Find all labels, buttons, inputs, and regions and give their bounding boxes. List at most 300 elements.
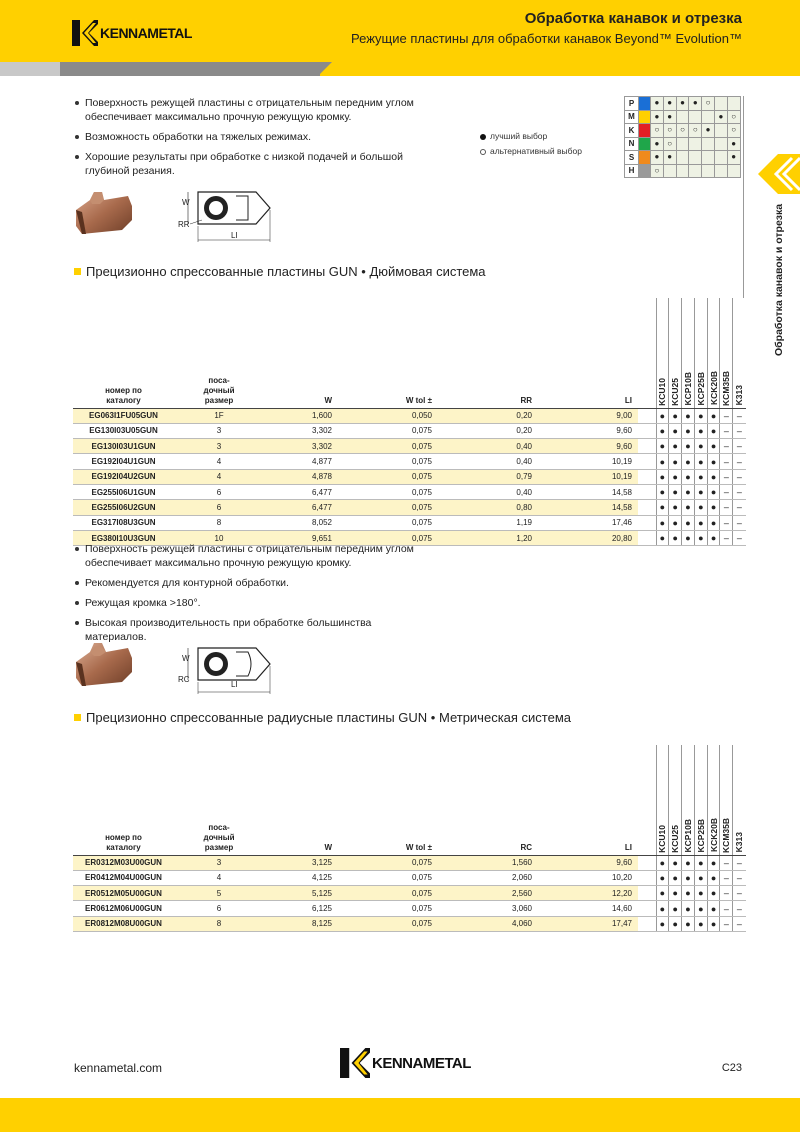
material-color-swatch xyxy=(639,151,651,165)
cell-li: 17,47 xyxy=(538,916,638,931)
grade-mark: ● xyxy=(707,439,720,454)
material-grade-mark xyxy=(714,164,727,178)
cell-code: ER0312M03U00GUN xyxy=(73,855,174,870)
material-grade-mark xyxy=(702,137,715,151)
page-number: C23 xyxy=(721,1062,742,1074)
kennametal-k-icon xyxy=(72,20,98,46)
cell-size: 4 xyxy=(174,870,264,885)
material-grade-mark xyxy=(676,110,689,124)
cell-size: 6 xyxy=(174,901,264,916)
material-row xyxy=(625,124,741,138)
grade-mark: – xyxy=(720,484,733,499)
grade-mark: – xyxy=(733,530,746,545)
cell-w: 5,125 xyxy=(264,886,338,901)
grade-mark: ● xyxy=(656,469,669,484)
grade-mark: ● xyxy=(694,870,707,885)
material-color-swatch xyxy=(639,124,651,138)
section1-bullets xyxy=(74,96,414,184)
bullet-item: Возможность обработки на тяжелых режимах. xyxy=(74,130,414,144)
section1-title xyxy=(74,264,486,279)
col-header-wtol: W tol ± xyxy=(338,298,438,408)
cell-li: 9,60 xyxy=(538,855,638,870)
cell-size: 1F xyxy=(174,408,264,423)
cell-size: 8 xyxy=(174,916,264,931)
bullet-item: Режущая кромка >180°. xyxy=(74,596,414,610)
material-label: H xyxy=(625,164,639,178)
grade-mark: ● xyxy=(707,870,720,885)
brand-name: KENNAMETAL xyxy=(100,25,192,41)
cell-code: EG130I03U05GUN xyxy=(73,423,174,438)
material-label: K xyxy=(625,124,639,138)
cell-li: 10,19 xyxy=(538,469,638,484)
grade-mark: – xyxy=(720,901,733,916)
grade-mark: ● xyxy=(707,886,720,901)
cell-li: 17,46 xyxy=(538,515,638,530)
legend xyxy=(480,129,582,159)
grade-mark: ● xyxy=(694,886,707,901)
cell-wtol: 0,075 xyxy=(338,870,438,885)
cell-r: 0,20 xyxy=(438,408,538,423)
material-grade-mark: ● xyxy=(727,137,740,151)
material-color-swatch xyxy=(639,164,651,178)
dim-label-rc: RC xyxy=(178,675,190,684)
grade-mark: – xyxy=(733,484,746,499)
cell-r: 4,060 xyxy=(438,916,538,931)
col-header-size: поса- дочный размер xyxy=(174,298,264,408)
insert-dimension-diagram-1 xyxy=(176,188,276,244)
material-grade-mark xyxy=(714,151,727,165)
cell-w: 3,302 xyxy=(264,423,338,438)
cell-li: 9,60 xyxy=(538,439,638,454)
material-grade-mark xyxy=(714,137,727,151)
material-grade-mark xyxy=(663,164,676,178)
cell-code: EG317I08U3GUN xyxy=(73,515,174,530)
grade-mark: ● xyxy=(669,886,682,901)
cell-li: 9,00 xyxy=(538,408,638,423)
grade-mark: ● xyxy=(682,901,695,916)
grade-mark: ● xyxy=(669,870,682,885)
section1-title-text: Прецизионно спрессованные пластины GUN • Дюймовая система xyxy=(86,264,486,279)
footer-bar xyxy=(0,1098,800,1132)
cell-wtol: 0,075 xyxy=(338,454,438,469)
grade-mark: ● xyxy=(694,855,707,870)
cell-w: 4,878 xyxy=(264,469,338,484)
cell-li: 10,20 xyxy=(538,870,638,885)
material-grade-mark: ○ xyxy=(663,137,676,151)
col-header-code: номер по каталогу xyxy=(73,298,174,408)
grade-header: K313 xyxy=(733,745,746,855)
grade-mark: – xyxy=(733,500,746,515)
footer-logo xyxy=(340,1048,471,1078)
cell-w: 9,651 xyxy=(264,530,338,545)
grade-mark: – xyxy=(720,855,733,870)
cell-code: ER0812M08U00GUN xyxy=(73,916,174,931)
dim-label-li: LI xyxy=(231,231,238,240)
grade-mark: ● xyxy=(656,886,669,901)
grade-mark: ● xyxy=(694,901,707,916)
cell-code: EG255I06U2GUN xyxy=(73,500,174,515)
grade-mark: ● xyxy=(656,454,669,469)
grade-mark: – xyxy=(733,901,746,916)
cell-r: 2,060 xyxy=(438,870,538,885)
grade-mark: – xyxy=(720,423,733,438)
grade-mark: ● xyxy=(682,423,695,438)
cell-size: 4 xyxy=(174,469,264,484)
material-row xyxy=(625,97,741,111)
cell-r: 0,40 xyxy=(438,454,538,469)
grade-mark: ● xyxy=(707,530,720,545)
grade-mark: ● xyxy=(707,901,720,916)
grade-mark: – xyxy=(733,439,746,454)
col-header-size: поса- дочный размер xyxy=(174,745,264,855)
grade-mark: ● xyxy=(694,484,707,499)
material-grade-mark xyxy=(676,151,689,165)
grade-mark: – xyxy=(733,916,746,931)
cell-w: 4,125 xyxy=(264,870,338,885)
grade-mark: ● xyxy=(682,855,695,870)
cell-wtol: 0,050 xyxy=(338,408,438,423)
footer-brand: KENNAMETAL xyxy=(372,1054,471,1072)
section2-title-text: Прецизионно спрессованные радиусные пластины GUN • Метрическая система xyxy=(86,710,572,725)
cell-code: ER0512M05U00GUN xyxy=(73,886,174,901)
material-grade-mark xyxy=(702,110,715,124)
cell-code: EG130I03U1GUN xyxy=(73,439,174,454)
material-row xyxy=(625,110,741,124)
grade-mark: – xyxy=(720,916,733,931)
grade-mark: – xyxy=(720,439,733,454)
cell-w: 8,052 xyxy=(264,515,338,530)
cell-size: 10 xyxy=(174,530,264,545)
grade-mark: ● xyxy=(694,530,707,545)
cell-code: EG063I1FU05GUN xyxy=(73,408,174,423)
col-header-w: W xyxy=(264,298,338,408)
table-row xyxy=(73,886,746,901)
table-row xyxy=(73,439,746,454)
grade-mark: ● xyxy=(669,855,682,870)
grade-mark: – xyxy=(720,886,733,901)
dim-label-rr: RR xyxy=(178,220,190,229)
cell-w: 3,125 xyxy=(264,855,338,870)
material-grade-mark: ○ xyxy=(651,124,664,138)
cell-li: 14,60 xyxy=(538,901,638,916)
grade-mark: ● xyxy=(669,469,682,484)
cell-w: 6,125 xyxy=(264,901,338,916)
grade-mark: ● xyxy=(656,423,669,438)
grade-mark: – xyxy=(733,855,746,870)
material-grade-mark: ● xyxy=(663,110,676,124)
cell-size: 8 xyxy=(174,515,264,530)
material-grade-mark: ○ xyxy=(727,110,740,124)
material-color-swatch xyxy=(639,97,651,111)
cell-w: 3,302 xyxy=(264,439,338,454)
material-grade-mark: ● xyxy=(702,124,715,138)
grade-header: KCU10 xyxy=(656,298,669,408)
grade-mark: – xyxy=(733,515,746,530)
material-grade-mark: ○ xyxy=(676,124,689,138)
material-grade-mark xyxy=(714,124,727,138)
table-row xyxy=(73,515,746,530)
grade-mark: ● xyxy=(694,439,707,454)
grade-mark: ● xyxy=(656,916,669,931)
grade-mark: – xyxy=(720,515,733,530)
grade-mark: ● xyxy=(694,515,707,530)
cell-wtol: 0,075 xyxy=(338,515,438,530)
grade-mark: – xyxy=(733,423,746,438)
grade-header: KCP25B xyxy=(694,298,707,408)
cell-wtol: 0,075 xyxy=(338,469,438,484)
grade-mark: – xyxy=(733,886,746,901)
table-row xyxy=(73,408,746,423)
cell-wtol: 0,075 xyxy=(338,423,438,438)
cell-size: 3 xyxy=(174,439,264,454)
cell-li: 12,20 xyxy=(538,886,638,901)
grade-mark: – xyxy=(733,454,746,469)
table-row xyxy=(73,901,746,916)
material-grade-mark: ○ xyxy=(727,124,740,138)
material-grade-mark: ○ xyxy=(702,97,715,111)
table-row xyxy=(73,916,746,931)
best-choice-icon xyxy=(480,134,486,140)
grade-mark: – xyxy=(720,408,733,423)
grade-mark: ● xyxy=(694,454,707,469)
material-grade-mark xyxy=(689,137,702,151)
cell-size: 5 xyxy=(174,886,264,901)
grade-mark: ● xyxy=(656,484,669,499)
grade-mark: ● xyxy=(682,530,695,545)
material-label: S xyxy=(625,151,639,165)
cell-w: 1,600 xyxy=(264,408,338,423)
grade-mark: ● xyxy=(669,916,682,931)
table-row xyxy=(73,500,746,515)
cell-r: 0,79 xyxy=(438,469,538,484)
kennametal-k-icon xyxy=(340,1048,370,1078)
cell-r: 1,560 xyxy=(438,855,538,870)
col-header-code: номер по каталогу xyxy=(73,745,174,855)
grade-mark: ● xyxy=(682,500,695,515)
cell-li: 14,58 xyxy=(538,500,638,515)
grade-mark: ● xyxy=(682,870,695,885)
material-grade-mark xyxy=(676,137,689,151)
grade-mark: ● xyxy=(656,870,669,885)
col-header-li: LI xyxy=(538,298,638,408)
material-grade-mark: ● xyxy=(651,137,664,151)
material-grade-mark xyxy=(689,110,702,124)
grade-mark: – xyxy=(720,469,733,484)
grade-mark: ● xyxy=(707,408,720,423)
grade-mark: ● xyxy=(707,423,720,438)
cell-w: 6,477 xyxy=(264,500,338,515)
cell-li: 20,80 xyxy=(538,530,638,545)
metric-radius-inserts-table xyxy=(73,745,746,932)
cell-r: 0,40 xyxy=(438,439,538,454)
col-header-li: LI xyxy=(538,745,638,855)
grade-mark: ● xyxy=(694,408,707,423)
cell-size: 6 xyxy=(174,484,264,499)
grade-mark: ● xyxy=(682,484,695,499)
grade-mark: ● xyxy=(656,500,669,515)
material-label: P xyxy=(625,97,639,111)
grade-mark: – xyxy=(733,408,746,423)
cell-size: 4 xyxy=(174,454,264,469)
grade-mark: ● xyxy=(669,484,682,499)
bullet-item: Хорошие результаты при обработке с низкой подачей и большой глубиной резания. xyxy=(74,150,414,178)
col-header-w: W xyxy=(264,745,338,855)
cell-size: 3 xyxy=(174,855,264,870)
cell-wtol: 0,075 xyxy=(338,530,438,545)
cell-r: 2,560 xyxy=(438,886,538,901)
table-row xyxy=(73,469,746,484)
insert-photo-2 xyxy=(72,640,136,690)
material-color-swatch xyxy=(639,137,651,151)
material-label: M xyxy=(625,110,639,124)
cell-r: 0,80 xyxy=(438,500,538,515)
cell-wtol: 0,075 xyxy=(338,886,438,901)
section2-bullets xyxy=(74,542,414,650)
material-grade-mark: ○ xyxy=(663,124,676,138)
cell-wtol: 0,075 xyxy=(338,439,438,454)
grade-mark: ● xyxy=(682,408,695,423)
yellow-square-icon xyxy=(74,268,81,275)
material-grade-mark: ○ xyxy=(651,164,664,178)
grade-mark: ● xyxy=(707,916,720,931)
cell-r: 3,060 xyxy=(438,901,538,916)
material-grade-mark xyxy=(676,164,689,178)
grade-mark: – xyxy=(733,870,746,885)
cell-w: 8,125 xyxy=(264,916,338,931)
grade-header: KCM35B xyxy=(720,745,733,855)
material-grade-mark: ● xyxy=(714,110,727,124)
material-grade-mark: ○ xyxy=(689,124,702,138)
material-color-swatch xyxy=(639,110,651,124)
grade-mark: ● xyxy=(656,530,669,545)
cell-wtol: 0,075 xyxy=(338,901,438,916)
material-grade-mark: ● xyxy=(651,110,664,124)
cell-r: 1,20 xyxy=(438,530,538,545)
table-row xyxy=(73,454,746,469)
grade-header: KCM35B xyxy=(720,298,733,408)
material-label: N xyxy=(625,137,639,151)
header-stripe xyxy=(0,62,800,76)
footer-url[interactable]: kennametal.com xyxy=(74,1061,163,1075)
material-grade-mark xyxy=(702,151,715,165)
grade-mark: ● xyxy=(694,916,707,931)
grade-mark: ● xyxy=(707,469,720,484)
grade-mark: – xyxy=(720,500,733,515)
grade-mark: ● xyxy=(656,901,669,916)
grade-header: KCU25 xyxy=(669,745,682,855)
material-grade-mark xyxy=(727,164,740,178)
grade-header: KCK20B xyxy=(707,298,720,408)
section2-title xyxy=(74,710,571,725)
material-grade-mark xyxy=(702,164,715,178)
grade-header: KCP10B xyxy=(682,745,695,855)
grade-mark: – xyxy=(720,530,733,545)
dim-label-li: LI xyxy=(231,680,238,689)
grade-mark: ● xyxy=(669,408,682,423)
kennametal-logo[interactable] xyxy=(72,20,192,46)
grade-mark: ● xyxy=(694,500,707,515)
material-grade-mark: ● xyxy=(651,151,664,165)
grade-mark: ● xyxy=(707,855,720,870)
grade-mark: ● xyxy=(682,916,695,931)
material-row xyxy=(625,164,741,178)
material-grade-mark: ● xyxy=(663,151,676,165)
cell-size: 3 xyxy=(174,423,264,438)
material-grade-mark: ● xyxy=(663,97,676,111)
cell-code: ER0412M04U00GUN xyxy=(73,870,174,885)
grade-mark: ● xyxy=(682,515,695,530)
cell-wtol: 0,075 xyxy=(338,855,438,870)
grade-header: K313 xyxy=(733,298,746,408)
cell-code: EG192I04U1GUN xyxy=(73,454,174,469)
material-grade-mark: ● xyxy=(676,97,689,111)
cell-size: 6 xyxy=(174,500,264,515)
grade-mark: – xyxy=(733,469,746,484)
cell-w: 6,477 xyxy=(264,484,338,499)
material-grade-mark: ● xyxy=(727,151,740,165)
material-row xyxy=(625,151,741,165)
cell-li: 10,19 xyxy=(538,454,638,469)
dim-label-w: W xyxy=(182,654,190,663)
inch-inserts-table xyxy=(73,298,746,546)
table-row xyxy=(73,484,746,499)
grade-header: KCP10B xyxy=(682,298,695,408)
grade-mark: ● xyxy=(669,423,682,438)
cell-w: 4,877 xyxy=(264,454,338,469)
grade-mark: ● xyxy=(682,886,695,901)
grade-mark: ● xyxy=(669,500,682,515)
col-header-wtol: W tol ± xyxy=(338,745,438,855)
col-header-radius: RC xyxy=(438,745,538,855)
grade-mark: ● xyxy=(669,515,682,530)
grade-header: KCP25B xyxy=(694,745,707,855)
bullet-item: Рекомендуется для контурной обработки. xyxy=(74,576,414,590)
table-row xyxy=(73,870,746,885)
material-grade-mark xyxy=(727,97,740,111)
grade-mark: – xyxy=(720,454,733,469)
grade-mark: ● xyxy=(707,484,720,499)
cell-wtol: 0,075 xyxy=(338,500,438,515)
grade-mark: ● xyxy=(694,469,707,484)
grade-mark: ● xyxy=(682,454,695,469)
cell-wtol: 0,075 xyxy=(338,916,438,931)
material-grade-mark: ● xyxy=(689,97,702,111)
legend-alt: альтернативный выбор xyxy=(490,146,582,156)
grade-mark: ● xyxy=(656,439,669,454)
cell-wtol: 0,075 xyxy=(338,484,438,499)
bullet-item: Высокая производительность при обработке большинства материалов. xyxy=(74,616,414,644)
cell-code: EG380I10U3GUN xyxy=(73,530,174,545)
material-matrix xyxy=(624,96,741,178)
cell-r: 0,20 xyxy=(438,423,538,438)
grade-mark: ● xyxy=(707,454,720,469)
grade-mark: ● xyxy=(682,469,695,484)
table-row xyxy=(73,855,746,870)
grade-mark: ● xyxy=(707,515,720,530)
cell-code: EG255I06U1GUN xyxy=(73,484,174,499)
grade-mark: ● xyxy=(669,530,682,545)
grade-mark: ● xyxy=(669,439,682,454)
cell-code: EG192I04U2GUN xyxy=(73,469,174,484)
grade-header: KCU25 xyxy=(669,298,682,408)
grade-mark: ● xyxy=(656,855,669,870)
grade-mark: ● xyxy=(669,901,682,916)
cell-r: 1,19 xyxy=(438,515,538,530)
cell-li: 14,58 xyxy=(538,484,638,499)
side-tab-label[interactable]: Обработка канавок и отрезка xyxy=(773,203,785,356)
material-grade-mark xyxy=(689,164,702,178)
col-header-radius: RR xyxy=(438,298,538,408)
